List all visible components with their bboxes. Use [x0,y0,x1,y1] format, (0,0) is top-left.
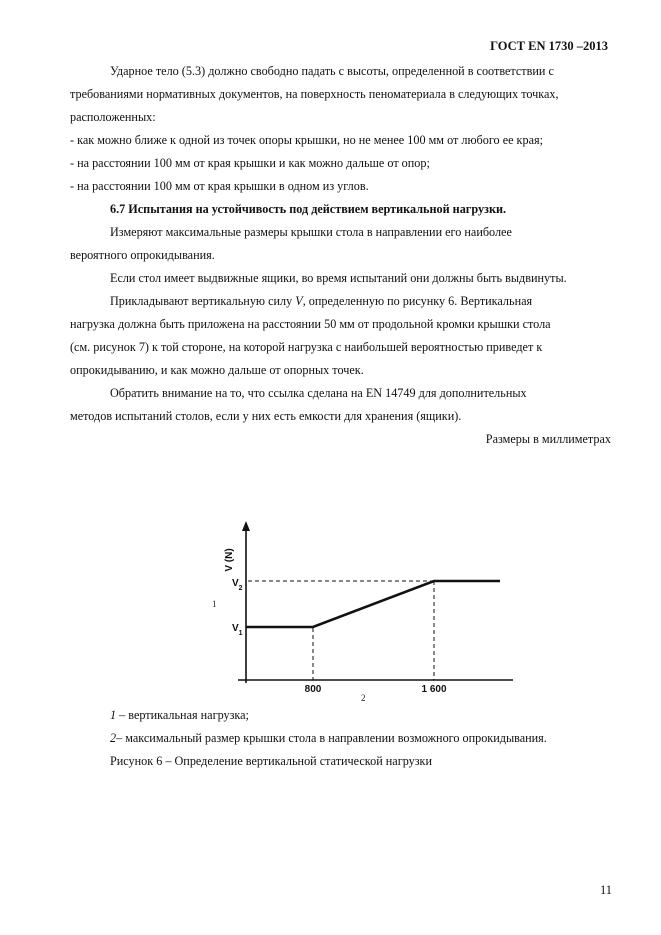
y-axis-arrow [242,521,250,531]
y-tick-label-v2: $V_2$ [232,578,243,592]
paragraph-line: (см. рисунок 7) к той стороне, на которой нагрузка с наибольшей вероятностью приведет к [70,340,543,354]
page-number: 11 [600,883,613,897]
section-title: 6.7 Испытания на устойчивость под действием вертикальной нагрузки. [110,202,507,216]
paragraph-line: Ударное тело (5.3) должно свободно падать с высоты, определенной в соответствии с [110,64,554,78]
legend-number: 2 [110,731,117,745]
legend-text: – максимальный размер крышки стола в направлении возможного опрокидывания. [116,731,547,745]
paragraph-line: опрокидыванию, и как можно дальше от опорных точек. [70,363,364,377]
paragraph-line: Измеряют максимальные размеры крышки стола в направлении его наиболее [110,225,512,239]
x-tick-label: 1 600 [421,684,447,695]
legend-number: 1 [110,708,117,722]
text-run: , определенную по рисунку 6. Вертикальная [302,294,533,308]
paragraph-line: требованиями нормативных документов, на поверхность пеноматериала в следующих точках, [70,87,559,101]
paragraph-line: Обратить внимание на то, что ссылка сделана на EN 14749 для дополнительных [110,386,527,400]
figure-caption: Рисунок 6 – Определение вертикальной статической нагрузки [110,754,432,768]
paragraph-line: расположенных: [70,110,156,124]
legend-item [110,731,547,746]
legend-item [110,708,249,723]
list-item: - на расстоянии 100 мм от края крышки в одном из углов. [70,179,369,193]
paragraph-line: нагрузка должна быть приложена на расстоянии 50 мм от продольной кромки крышки стола [70,317,551,331]
paragraph-line: методов испытаний столов, если у них есть емкости для хранения (ящики). [70,409,462,423]
load-series-line [246,581,500,627]
callout-2: 2 [361,693,366,703]
dimensions-note: Размеры в миллиметрах [485,432,611,446]
document-header: ГОСТ EN 1730 –2013 [490,39,608,53]
list-item: - как можно ближе к одной из точек опоры крышки, но не менее 100 мм от любого ее края; [70,133,543,147]
list-item: - на расстоянии 100 мм от края крышки и как можно дальше от опор; [70,156,430,170]
callout-1: 1 [212,599,217,609]
text-run: Прикладывают вертикальную силу [110,294,296,308]
force-symbol: V [295,294,303,308]
y-tick-label-v1: $V_1$ [232,623,243,637]
y-axis-label: V (N) [224,548,235,572]
x-tick-label: 800 [304,684,322,695]
paragraph-line: Если стол имеет выдвижные ящики, во время испытаний они должны быть выдвинуты. [110,271,567,285]
legend-text: – вертикальная нагрузка; [116,708,249,722]
paragraph-line: вероятного опрокидывания. [70,248,215,262]
